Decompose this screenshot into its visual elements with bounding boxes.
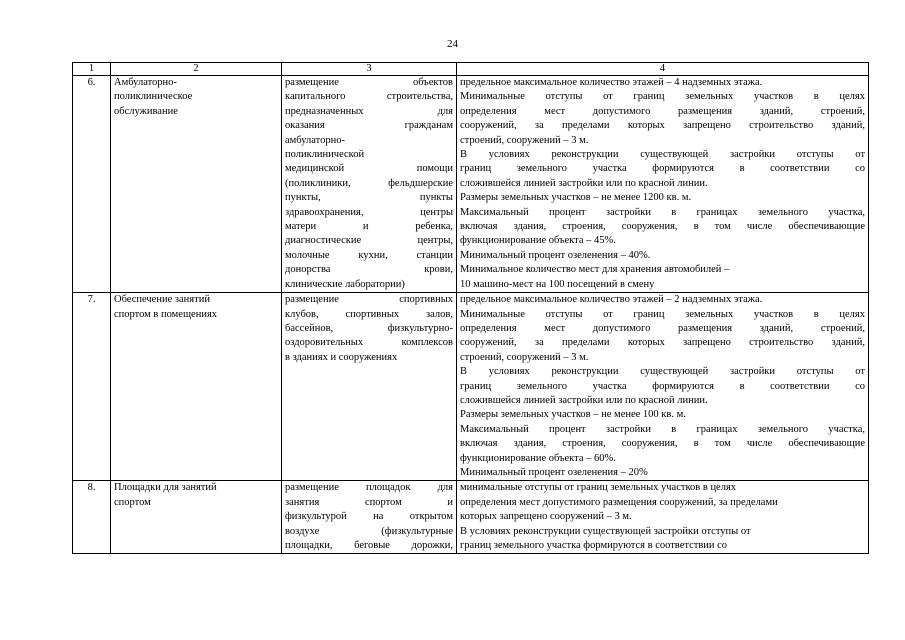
parameter-line: определения мест допустимого размещения зданий, строений, <box>460 322 865 334</box>
parameter-line: сложившейся линией застройки или по красной линии. <box>460 177 708 189</box>
description-line: капитального строительства, <box>285 91 453 103</box>
table-row <box>73 293 869 481</box>
page-number: 24 <box>447 38 458 50</box>
land-use-name <box>111 76 282 293</box>
name-line: Обеспечение занятий <box>114 294 210 306</box>
description-line: оздоровительных комплексов <box>285 337 453 349</box>
land-use-name <box>111 481 282 554</box>
land-use-description <box>282 293 457 481</box>
header-col-1: 1 <box>73 63 111 76</box>
parameter-line: В условиях реконструкции существующей застройки отступы от <box>460 149 865 161</box>
name-line: спортом <box>114 496 151 508</box>
parameter-line: 10 машино-мест на 100 посещений в смену <box>460 278 655 290</box>
description-line: предназначенных для <box>285 105 453 117</box>
building-parameters <box>457 481 869 554</box>
parameter-line: границ земельного участка формируются в соответствии со <box>460 540 728 551</box>
parameter-line: минимальные отступы от границ земельных участков в целях <box>460 482 737 494</box>
regulations-table <box>72 62 869 554</box>
parameter-line: включая здания, строения, сооружения, в том числе обеспечивающие <box>460 438 865 450</box>
parameter-line: Максимальный процент застройки в границах земельного участка, <box>460 423 865 435</box>
parameter-line: Минимальный процент озеленения – 40%. <box>460 249 651 261</box>
parameter-line: строений, сооружений – 3 м. <box>460 134 589 146</box>
description-line: здравоохранения, центры <box>285 206 453 218</box>
parameter-line: Максимальный процент застройки в границах земельного участка, <box>460 206 865 218</box>
parameter-line: В условиях реконструкции существующей застройки отступы от <box>460 366 865 378</box>
description-line: матери и ребенка, <box>285 221 453 233</box>
description-line: оказания гражданам <box>285 120 453 132</box>
description-line: диагностические центры, <box>285 235 453 247</box>
description-line: клинические лаборатории) <box>285 278 405 290</box>
header-col-3: 3 <box>282 63 457 76</box>
parameter-line: сооружений, за пределами которых запрещено строительство зданий, <box>460 120 865 132</box>
parameter-line: Минимальные отступы от границ земельных участков в целях <box>460 91 865 103</box>
row-number: 8. <box>73 481 111 554</box>
description-line: площадки, беговые дорожки, <box>285 540 453 551</box>
parameter-line: сложившейся линией застройки или по красной линии. <box>460 394 708 406</box>
description-line: размещение площадок для <box>285 482 453 494</box>
table-row <box>73 481 869 554</box>
name-line: Площадки для занятий <box>114 482 217 494</box>
land-use-description <box>282 481 457 554</box>
description-line: амбулаторно- <box>285 134 345 146</box>
name-line: обслуживание <box>114 105 178 117</box>
parameter-line: Размеры земельных участков – не менее 100 кв. м. <box>460 409 686 421</box>
description-line: (поликлиники, фельдшерские <box>285 177 453 189</box>
parameter-line: определения мест допустимого размещения зданий, строений, <box>460 105 865 117</box>
description-line: в зданиях и сооружениях <box>285 351 398 363</box>
description-line: молочные кухни, станции <box>285 249 453 261</box>
name-line: Амбулаторно- <box>114 77 177 88</box>
header-row <box>73 63 869 76</box>
parameter-line: предельное максимальное количество этажей – 4 надземных этажа. <box>460 77 763 88</box>
header-col-2: 2 <box>111 63 282 76</box>
parameter-line: определения мест допустимого размещения сооружений, за пределами <box>460 496 778 508</box>
parameter-line: Минимальные отступы от границ земельных участков в целях <box>460 308 865 320</box>
description-line: физкультурой на открытом <box>285 511 453 523</box>
name-line: спортом в помещениях <box>114 308 218 320</box>
description-line: воздухе (физкультурные <box>285 525 453 537</box>
land-use-description <box>282 76 457 293</box>
description-line: пункты, пункты <box>285 192 453 204</box>
parameter-line: границ земельного участка формируются в соответствии со <box>460 163 865 175</box>
parameter-line: которых запрещено сооружений – 3 м. <box>460 511 632 523</box>
description-line: бассейнов, физкультурно- <box>285 322 453 334</box>
parameter-line: сооружений, за пределами которых запрещено строительство зданий, <box>460 337 865 349</box>
header-col-4: 4 <box>457 63 869 76</box>
parameter-line: функционирование объекта – 45%. <box>460 235 616 247</box>
description-line: донорства крови, <box>285 264 453 276</box>
row-number: 6. <box>73 76 111 293</box>
building-parameters <box>457 76 869 293</box>
name-line: поликлиническое <box>114 91 193 103</box>
description-line: клубов, спортивных залов, <box>285 308 453 320</box>
description-line: поликлинической <box>285 149 365 161</box>
description-line: медицинской помощи <box>285 163 453 175</box>
land-use-name <box>111 293 282 481</box>
parameter-line: Размеры земельных участков – не менее 1200 кв. м. <box>460 192 692 204</box>
row-number: 7. <box>73 293 111 481</box>
building-parameters <box>457 293 869 481</box>
parameter-line: включая здания, строения, сооружения, в том числе обеспечивающие <box>460 221 865 233</box>
table-row <box>73 76 869 293</box>
parameter-line: предельное максимальное количество этажей – 2 надземных этажа. <box>460 294 763 306</box>
parameter-line: строений, сооружений – 3 м. <box>460 351 589 363</box>
description-line: размещение объектов <box>285 77 453 88</box>
parameter-line: границ земельного участка формируются в соответствии со <box>460 380 865 392</box>
description-line: размещение спортивных <box>285 294 453 306</box>
parameter-line: В условиях реконструкции существующей застройки отступы от <box>460 525 751 537</box>
parameter-line: Минимальное количество мест для хранения автомобилей – <box>460 264 730 276</box>
parameter-line: Минимальный процент озеленения – 20% <box>460 466 648 478</box>
parameter-line: функционирование объекта – 60%. <box>460 452 616 464</box>
description-line: занятия спортом и <box>285 496 453 508</box>
